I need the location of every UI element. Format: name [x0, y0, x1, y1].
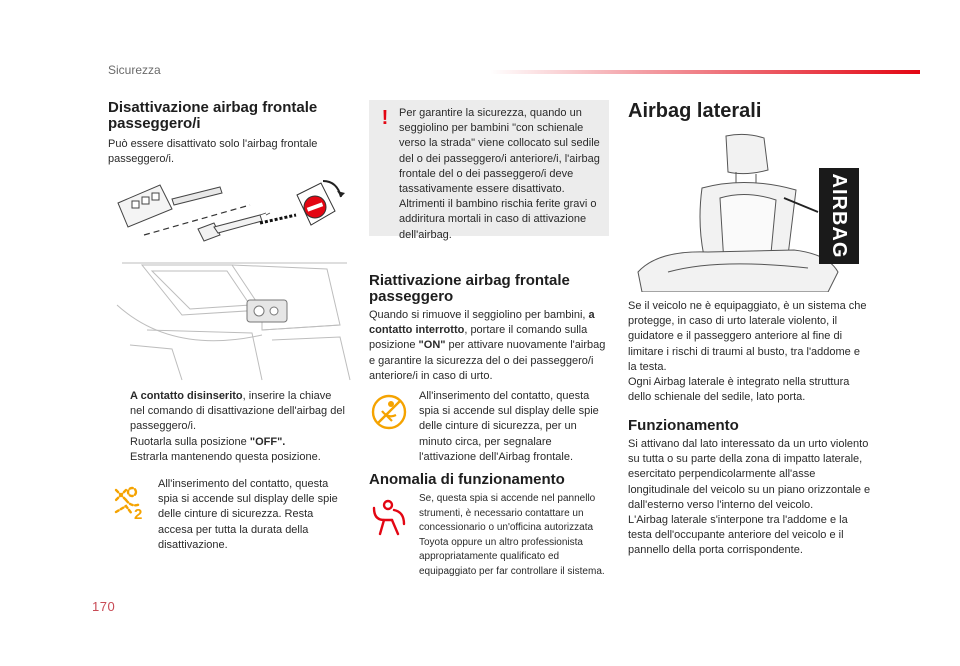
side-airbag-title: Airbag laterali [628, 100, 762, 122]
key-switch-illustration [110, 175, 350, 255]
step-bold: "OFF". [249, 435, 286, 448]
operation-title: Funzionamento [628, 417, 739, 434]
glovebox-icon [112, 255, 357, 385]
malfunction-text: Se, questa spia si accende nel pannello strumenti, è necessario contattare un concessionario o un'officina autorizzata Toyota oppure un altro professionista appropriatamente qualificato ed equipaggiato per far controllare il sistema. [419, 493, 605, 577]
step-item [108, 435, 346, 450]
page-number: 170 [92, 599, 116, 614]
airbag-label-badge [819, 168, 859, 264]
glovebox-illustration [112, 255, 357, 385]
reactivation-text: Quando si rimuove il seggiolino per bambini, a contatto interrotto, portare il comando sulla posizione "ON" per attivare nuovamente l'airbag e garantire la sicurezza del o dei passeggero/i anteriore/i in caso di urto. [369, 309, 606, 382]
deactivation-lamp-note: All'inserimento del contatto, questa spia si accende sul display delle spie delle cinture di sicurezza. Resta accesa per tutta la durata della disattivazione. [158, 478, 338, 551]
key-icon [110, 175, 350, 255]
operation-text: Si attivano dal lato interessato da un urto violento su tutta o su parte della zona di impatto laterale, esercitato perpendicolarmente all'asse longitudinale del veicolo su un piano orizzontale e dall'esterno verso l'interno del veicolo. L'Airbag laterale s'interpone tra l'addome e la testa dell'occupante anteriore del veicolo e il pannello della porta corrispondente. [628, 438, 871, 557]
reactivation-title: Riattivazione airbag frontale passeggero [369, 272, 570, 305]
step-item [108, 389, 346, 435]
lamp-number: 2 [134, 506, 143, 522]
warning-text: Per garantire la sicurezza, quando un seggiolino per bambini "con schienale verso la strada" viene collocato sul sedile del o dei passeggero/i anteriore/i, l'airbag frontale del o dei passeggero/i deve tassativamente essere disattivato. Altrimenti il bambino rischia ferite gravi o addiritura mortali in caso di attivazione dell'airbag. [399, 107, 600, 241]
airbag-label-text: AIRBAG [828, 173, 850, 259]
airbag-fault-lamp-icon [370, 498, 410, 538]
step-text: Ruotarla sulla posizione [130, 435, 250, 448]
malfunction-title: Anomalia di funzionamento [369, 471, 565, 488]
airbag-on-lamp-icon [370, 393, 408, 431]
reactivation-lamp-note: All'inserimento del contatto, questa spia si accende sul display delle spie delle cinture di sicurezza, per un minuto circa, per segnalare l'attivazione dell'Airbag frontale. [419, 390, 599, 463]
warning-box [369, 100, 609, 241]
deactivation-steps [108, 389, 346, 465]
header-accent-line [490, 70, 920, 74]
airbag-off-lamp-icon [112, 486, 148, 522]
step-bold: A contatto disinserito [130, 390, 243, 402]
side-airbag-text: Se il veicolo ne è equipaggiato, è un sistema che protegge, in caso di urto laterale violento, il guidatore e il passeggero anteriore al fine di limitare i rischi di traumi al busto, tra l'addome e la testa. Ogni Airbag laterale è integrato nella struttura dello schienale del sedile, lato porta. [628, 300, 867, 404]
deactivation-intro: Può essere disattivato solo l'airbag frontale passeggero/i. [108, 138, 318, 166]
warning-icon: ! [381, 107, 389, 129]
step-text: Estrarla mantenendo questa posizione. [130, 450, 321, 463]
step-text: , inserire la chiave nel comando di disattivazione dell'airbag del passeggero/i. [130, 390, 345, 433]
section-label: Sicurezza [108, 63, 161, 77]
step-item [108, 450, 346, 465]
deactivation-title: Disattivazione airbag frontale passeggero/i [108, 99, 318, 132]
